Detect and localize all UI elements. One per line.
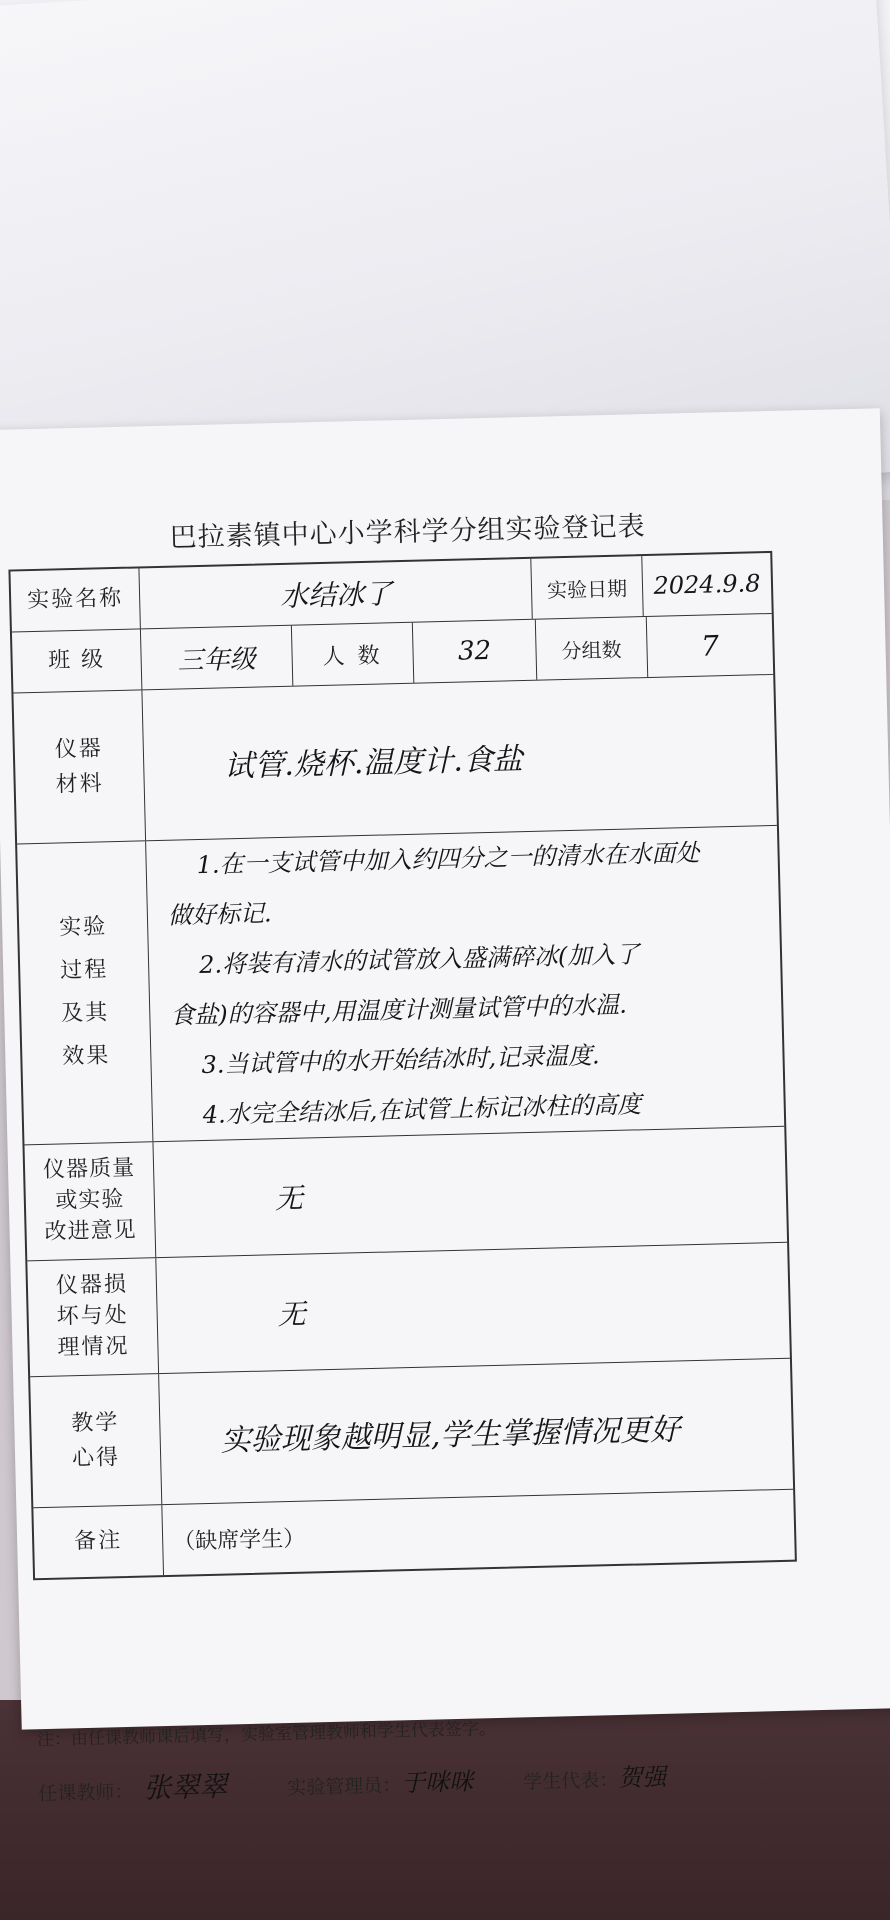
process-line: 3.当试管中的水开始结冰时,记录温度. (201, 1041, 600, 1080)
row-equipment (13, 674, 776, 844)
process-line: 食盐)的容器中,用温度计测量试管中的水温. (170, 990, 628, 1030)
label-teaching (30, 1374, 162, 1507)
label-damage-3: 理情况 (57, 1333, 130, 1361)
value-groups-cell (647, 614, 773, 677)
process-line: 2.将装有清水的试管放入盛满碎冰(加入了 (198, 940, 640, 980)
process-line: 1.在一支试管中加入约四分之一的清水在水面处 (196, 838, 700, 880)
row-quality (24, 1126, 787, 1261)
value-quality-cell (153, 1127, 787, 1257)
label-equipment (13, 690, 146, 843)
label-experiment-name: 实验名称 (10, 568, 140, 631)
label-damage-1: 仪器损 (55, 1272, 129, 1299)
label-process-3: 及其 (60, 1000, 110, 1027)
label-process-2: 过程 (59, 957, 109, 984)
label-quality-2: 或实验 (55, 1187, 125, 1214)
lab-manager-label: 实验管理员： (287, 1774, 402, 1800)
value-teaching: 实验现象越明显,学生掌握情况更好 (220, 1412, 681, 1459)
value-remarks: （缺席学生） (172, 1526, 306, 1555)
student-rep-label: 学生代表： (522, 1769, 619, 1794)
value-class-cell (141, 626, 293, 690)
value-damage: 无 (277, 1297, 307, 1331)
label-damage-2: 坏与处 (56, 1302, 129, 1330)
value-equipment: 试管.烧杯.温度计.食盐 (223, 742, 524, 785)
value-experiment-date: 2024.9.8 (653, 569, 761, 600)
teacher-signature: 张翠翠 (142, 1769, 228, 1805)
row-damage (27, 1242, 790, 1377)
label-teaching-1: 教学 (70, 1409, 120, 1437)
process-line: 做好标记. (167, 899, 272, 930)
footer-note: 注：由任课教师课后填写，实验室管理教师和学生代表签字。 (36, 1719, 497, 1751)
value-process-cell (146, 826, 784, 1141)
value-damage-cell (156, 1243, 790, 1373)
form-sheet (0, 408, 890, 1806)
label-groups: 分组数 (536, 617, 648, 680)
value-remarks-cell (162, 1490, 795, 1575)
teacher-label: 任课教师： (38, 1780, 134, 1806)
value-teaching-cell (159, 1359, 793, 1504)
process-line: 4.水完全结冰后,在试管上标记冰柱的高度 (202, 1090, 642, 1130)
label-experiment-date: 实验日期 (531, 556, 643, 619)
label-equipment-1: 仪器 (54, 736, 104, 763)
label-class: 班 级 (12, 629, 142, 692)
value-experiment-name-cell (139, 559, 532, 629)
student-rep-signature: 贺强 (617, 1762, 667, 1793)
value-quality: 无 (274, 1181, 304, 1215)
value-people: 32 (457, 635, 492, 667)
value-experiment-date-cell (642, 553, 771, 616)
label-equipment-2: 材料 (55, 771, 104, 798)
label-quality-3: 改进意见 (44, 1217, 137, 1245)
label-process-4: 效果 (62, 1043, 111, 1070)
label-damage (27, 1258, 159, 1376)
value-class: 三年级 (177, 644, 257, 676)
label-process-1: 实验 (58, 914, 108, 941)
label-process (17, 841, 153, 1144)
label-people: 人 数 (292, 623, 414, 686)
label-remarks: 备注 (33, 1505, 164, 1578)
value-experiment-name: 水结冰了 (279, 577, 393, 613)
lab-manager-signature: 于咪咪 (400, 1767, 474, 1798)
registration-table (8, 551, 796, 1580)
row-teaching (30, 1358, 793, 1508)
label-quality (24, 1142, 156, 1260)
label-teaching-2: 心得 (71, 1445, 121, 1472)
value-people-cell (413, 620, 537, 683)
value-groups: 7 (700, 628, 720, 663)
value-equipment-cell (142, 675, 776, 840)
form-title: 巴拉素镇中心小学科学分组实验登记表 (169, 511, 646, 554)
label-quality-1: 仪器质量 (42, 1155, 136, 1184)
row-process (17, 825, 784, 1144)
